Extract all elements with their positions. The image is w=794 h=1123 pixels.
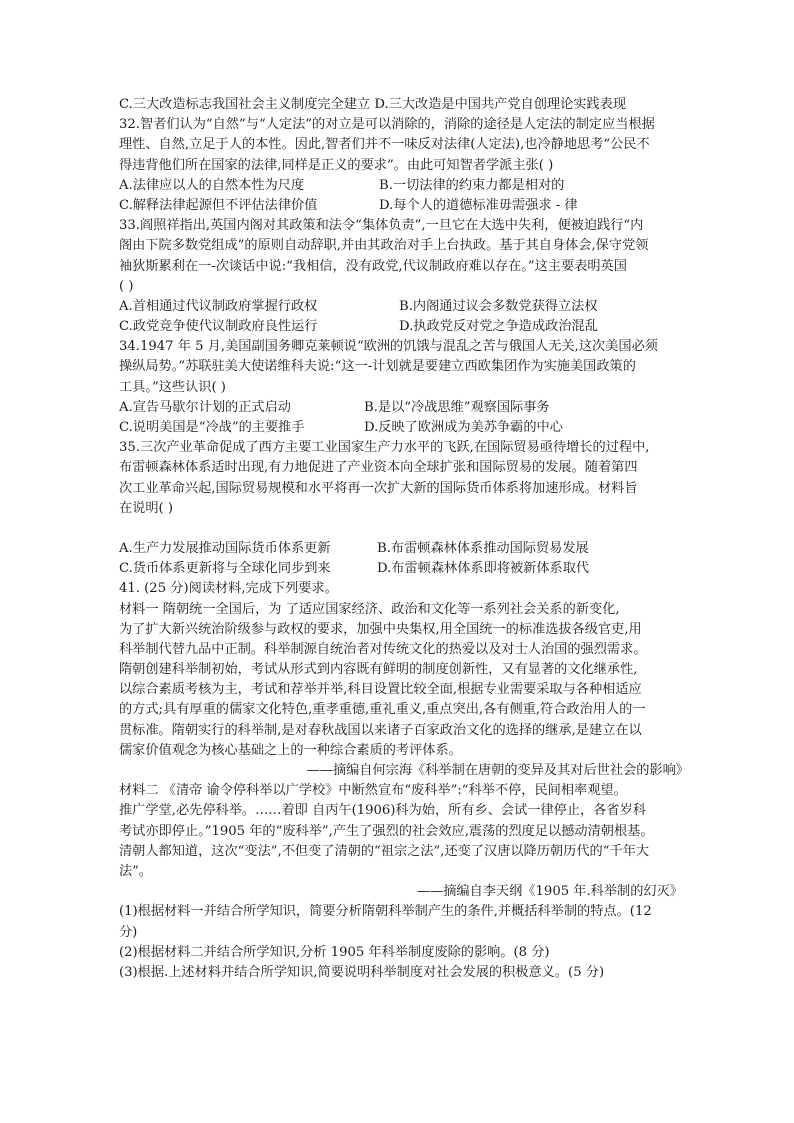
q33-option-row bbox=[119, 317, 689, 337]
material-2-line: 清朝人都知道，这次“变法”,不但变了清朝的“祖宗之法”,还变了汉唐以降历朝历代的“千年大 bbox=[119, 843, 650, 859]
q33-stem-line: ( ) bbox=[119, 278, 134, 294]
q33-option-row bbox=[119, 297, 689, 317]
q34-stem-line: 34.1947 年 5 月,美国副国务卿克莱顿说“欧洲的饥饿与混乱之苦与俄国人无关,这次美国必须 bbox=[119, 339, 658, 355]
q32-option-row bbox=[119, 176, 689, 196]
q32-option-b: B.一切法律的约束力都是相对的 bbox=[379, 177, 565, 193]
q32-option-d: D.每个人的道德标准毋需强求 - 律 bbox=[379, 197, 578, 213]
q32-stem-line: 理性、自然,立足于人的本性。因此,智者们并不一味反对法律(人定法),也冷静地思考“公民不 bbox=[119, 137, 650, 153]
q34-option-b: B.是以“冷战思维”观察国际事务 bbox=[364, 399, 550, 415]
q35-stem-line: 次工业革命兴起,国际贸易规模和水平将再一次扩大新的国际货币体系将加速形成。材料旨 bbox=[119, 480, 638, 496]
q35-option-d: D.布雷顿森林体系即将被新体系取代 bbox=[377, 561, 590, 577]
material-1-line: 为了扩大新兴统治阶级参与政权的要求，加强中央集权,用全国统一的标准选拔各级官吏,用 bbox=[119, 621, 642, 637]
q34-stem-line: 操纵局势。”苏联驻美大使诺维科夫说:“这一-计划就是要建立西欧集团作为实施美国政策的 bbox=[119, 359, 636, 375]
q33-option-a: A.首相通过代议制政府掌握行政权 bbox=[119, 298, 318, 314]
material-1-source: ——摘编自何宗海《科举制在唐朝的变异及其对后世社会的影响》 bbox=[306, 763, 689, 778]
sub-question-line: (3)根据.上述材料并结合所学知识,简要说明科举制度对社会发展的积极意义。(5 分) bbox=[119, 964, 605, 980]
q32-option-a: A.法律应以人的自然本性为尺度 bbox=[119, 177, 305, 193]
material-1-line: 隋朝创建科举制初始，考试从形式到内容既有鲜明的制度创新性，又有显著的文化继承性, bbox=[119, 662, 638, 678]
q32-option-c: C.解释法律起源但不评估法律价值 bbox=[119, 197, 318, 213]
q33-stem-line: 袖狄斯累利在一-次谈话中说:“我相信，没有政党,代议制政府难以存在。”这主要表明英国 bbox=[119, 258, 627, 274]
material-2-line: 考试亦即停止。”1905 年的“废科举”,产生了强烈的社会效应,震荡的烈度足以撼动清朝根基。 bbox=[119, 823, 654, 839]
q31-options-tail: C.三大改造标志我国社会主义制度完全建立 D.三大改造是中国共产党自创理论实践表现 bbox=[119, 97, 627, 112]
question-32 bbox=[119, 115, 689, 216]
material-1-line: 贯标准。隋朝实行的科举制,是对春秋战国以来诸子百家政治文化的选择的继承,是建立在以 bbox=[119, 722, 642, 738]
material-1-line: 的方式;具有厚重的儒家文化特色,重孝重德,重礼重义,重点突出,各有侧重,符合政治用人的一 bbox=[119, 702, 646, 718]
q35-stem-line: 布雷顿森林体系适时出现,有力地促进了产业资本向全球扩张和国际贸易的发展。随着第四 bbox=[119, 460, 638, 476]
q33-option-c: C.政党竞争使代议制政府良性运行 bbox=[119, 319, 318, 335]
q33-stem-line: 阁由下院多数党组成”的原则自动辞职,并由其政治对手上台执政。基于其自身体会,保守党领 bbox=[119, 238, 649, 254]
q32-stem-line: 32.智者们认为“自然”与“人定法”的对立是可以消除的，消除的途径是人定法的制定应当根据 bbox=[119, 117, 655, 133]
sub-question-line: (1)根据材料一并结合所学知识，简要分析隋朝科举制产生的条件,并概括科举制的特点。(12 bbox=[119, 904, 652, 920]
q34-option-row bbox=[119, 398, 689, 418]
q34-option-c: C.说明美国是“冷战”的主要推手 bbox=[119, 420, 305, 435]
question-35 bbox=[119, 438, 689, 579]
q41-sub-questions bbox=[119, 902, 689, 983]
q35-option-row bbox=[119, 539, 689, 559]
material-2-line: 材料二 《清帝 谕令停科举以广学校》中断然宣布“废科举”:“科举不停，民间相率观望。 bbox=[119, 783, 627, 799]
question-41 bbox=[119, 579, 689, 983]
material-1 bbox=[119, 600, 689, 782]
exam-page bbox=[119, 95, 689, 983]
q35-option-a: A.生产力发展推动国际货币体系更新 bbox=[119, 540, 331, 556]
q35-stem-line: 在说明( ) bbox=[119, 500, 174, 516]
material-1-line: 儒家价值观念为核心基础之上的一种综合素质的考评体系。 bbox=[119, 742, 462, 758]
material-2-source: ——摘编自李天纲《1905 年.科举制的幻灭》 bbox=[416, 884, 683, 900]
blank-gap bbox=[119, 519, 689, 539]
q34-option-a: A.宣告马歇尔计划的正式启动 bbox=[119, 399, 291, 415]
q35-option-c: C.货币体系更新将与全球化同步到来 bbox=[119, 561, 331, 577]
material-2-line: 推广学堂,必先停科举。……着即 自丙午(1906)科为始，所有乡、会试一律停止，各省岁科 bbox=[119, 803, 646, 819]
q35-option-b: B.布雷顿森林体系推动国际贸易发展 bbox=[377, 540, 589, 556]
q33-option-b: B.内阁通过议会多数党获得立法权 bbox=[399, 298, 598, 314]
question-33 bbox=[119, 216, 689, 337]
q34-option-d: D.反映了欧洲成为美苏争霸的中心 bbox=[364, 420, 563, 435]
material-2 bbox=[119, 781, 689, 902]
material-1-line: 材料一 隋朝统一全国后，为 了适应国家经济、政治和文化等一系列社会关系的新变化, bbox=[119, 601, 620, 617]
q33-option-d: D.执政党反对党之争造成政治混乱 bbox=[399, 319, 598, 335]
q34-option-row bbox=[119, 418, 689, 438]
question-34 bbox=[119, 337, 689, 438]
q32-option-row bbox=[119, 196, 689, 216]
q41-intro: 41. (25 分)阅读材料,完成下列要求。 bbox=[119, 581, 338, 597]
q34-stem-line: 工具。”这些认识( ) bbox=[119, 379, 226, 395]
q35-stem-line: 35.三次产业革命促成了西方主要工业国家生产力水平的飞跃,在国际贸易亟待增长的过程中, bbox=[119, 440, 650, 456]
q32-stem-line: 得违背他们所在国家的法律,同样是正义的要求”。由此可知智者学派主张( ) bbox=[119, 157, 554, 173]
q35-option-row bbox=[119, 559, 689, 579]
material-1-line: 科举制代替九品中正制。科举制源自统治者对传统文化的热爱以及对士人治国的强烈需求。 bbox=[119, 641, 647, 657]
sub-question-line: 分) bbox=[119, 924, 138, 940]
q33-stem-line: 33.阎照祥指出,英国内阁对其政策和法令“集体负责”,一旦它在大选中失利，便被迫践行“内 bbox=[119, 218, 644, 234]
material-1-line: 以综合素质考核为主，考试和荐举并举,科目设置比较全面,根据专业需要采取与各种相适应 bbox=[119, 682, 642, 698]
material-2-line: 法”。 bbox=[119, 863, 153, 879]
sub-question-line: (2)根据材料二并结合所学知识,分析 1905 年科举制度废除的影响。(8 分) bbox=[119, 944, 550, 960]
